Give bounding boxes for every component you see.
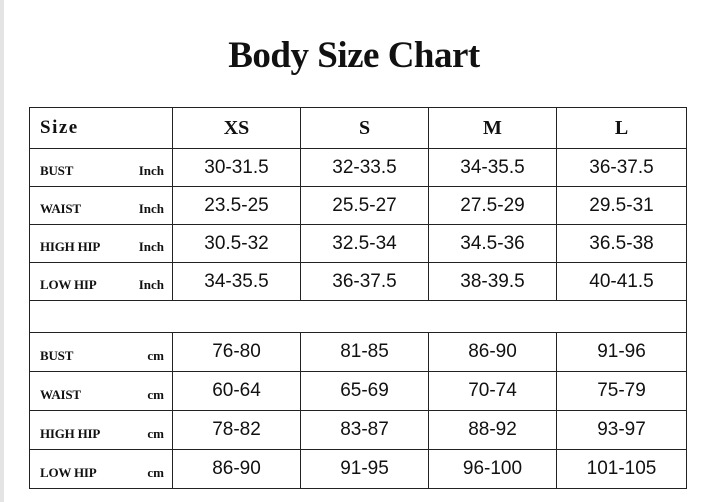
table-cell: 36.5-38 xyxy=(557,225,687,263)
table-cell: 65-69 xyxy=(301,372,429,411)
size-column-header: Size xyxy=(30,108,173,149)
table-cell: 40-41.5 xyxy=(557,263,687,301)
table-cell: 30-31.5 xyxy=(173,149,301,187)
unit-label: Inch xyxy=(138,239,164,254)
table-cell: 83-87 xyxy=(301,411,429,450)
table-cell: 60-64 xyxy=(173,372,301,411)
table-cell: 81-85 xyxy=(301,333,429,372)
table-cell: 91-95 xyxy=(301,450,429,489)
measurement-label: HIGH HIP xyxy=(40,426,101,441)
unit-label: cm xyxy=(147,426,164,441)
table-cell: 36-37.5 xyxy=(301,263,429,301)
table-cell: 23.5-25 xyxy=(173,187,301,225)
row-label-cell xyxy=(30,225,173,263)
unit-label: Inch xyxy=(138,277,164,292)
unit-label: Inch xyxy=(138,163,164,178)
table-cell: 91-96 xyxy=(557,333,687,372)
table-cell: 86-90 xyxy=(429,333,557,372)
table-cell: 86-90 xyxy=(173,450,301,489)
table-cell: 29.5-31 xyxy=(557,187,687,225)
row-label-cell xyxy=(30,149,173,187)
table-cell: 32-33.5 xyxy=(301,149,429,187)
table-cell: 30.5-32 xyxy=(173,225,301,263)
unit-label: cm xyxy=(147,387,164,402)
table-cell: 34-35.5 xyxy=(429,149,557,187)
row-label-cell xyxy=(30,372,173,411)
row-label-cell xyxy=(30,187,173,225)
unit-label: cm xyxy=(147,348,164,363)
table-cell: 34.5-36 xyxy=(429,225,557,263)
separator-cell xyxy=(30,301,687,333)
table-cell: 93-97 xyxy=(557,411,687,450)
table-row xyxy=(30,263,687,301)
measurement-label: WAIST xyxy=(40,387,81,402)
measurement-label: LOW HIP xyxy=(40,465,97,480)
row-label-cell xyxy=(30,450,173,489)
table-cell: 96-100 xyxy=(429,450,557,489)
table-cell: 27.5-29 xyxy=(429,187,557,225)
table-row xyxy=(30,372,687,411)
unit-label: cm xyxy=(147,465,164,480)
table-cell: 76-80 xyxy=(173,333,301,372)
measurement-label: BUST xyxy=(40,348,74,363)
table-row xyxy=(30,450,687,489)
size-chart-table xyxy=(29,107,687,489)
table-cell: 25.5-27 xyxy=(301,187,429,225)
table-row xyxy=(30,225,687,263)
table-row xyxy=(30,187,687,225)
size-header-s: S xyxy=(301,108,429,149)
table-cell: 101-105 xyxy=(557,450,687,489)
row-label-cell xyxy=(30,333,173,372)
measurement-label: LOW HIP xyxy=(40,277,97,292)
row-label-cell xyxy=(30,263,173,301)
header-row xyxy=(30,108,687,149)
table-row xyxy=(30,411,687,450)
table-cell: 36-37.5 xyxy=(557,149,687,187)
size-header-l: L xyxy=(557,108,687,149)
table-cell: 38-39.5 xyxy=(429,263,557,301)
table-cell: 78-82 xyxy=(173,411,301,450)
table-row xyxy=(30,149,687,187)
table-cell: 34-35.5 xyxy=(173,263,301,301)
table-row xyxy=(30,333,687,372)
size-header-m: M xyxy=(429,108,557,149)
separator-row xyxy=(30,301,687,333)
page-title: Body Size Chart xyxy=(228,35,480,76)
size-header-xs: XS xyxy=(173,108,301,149)
measurement-label: WAIST xyxy=(40,201,81,216)
table-cell: 75-79 xyxy=(557,372,687,411)
measurement-label: BUST xyxy=(40,163,74,178)
table-cell: 32.5-34 xyxy=(301,225,429,263)
row-label-cell xyxy=(30,411,173,450)
measurement-label: HIGH HIP xyxy=(40,239,101,254)
unit-label: Inch xyxy=(138,201,164,216)
table-cell: 70-74 xyxy=(429,372,557,411)
table-cell: 88-92 xyxy=(429,411,557,450)
